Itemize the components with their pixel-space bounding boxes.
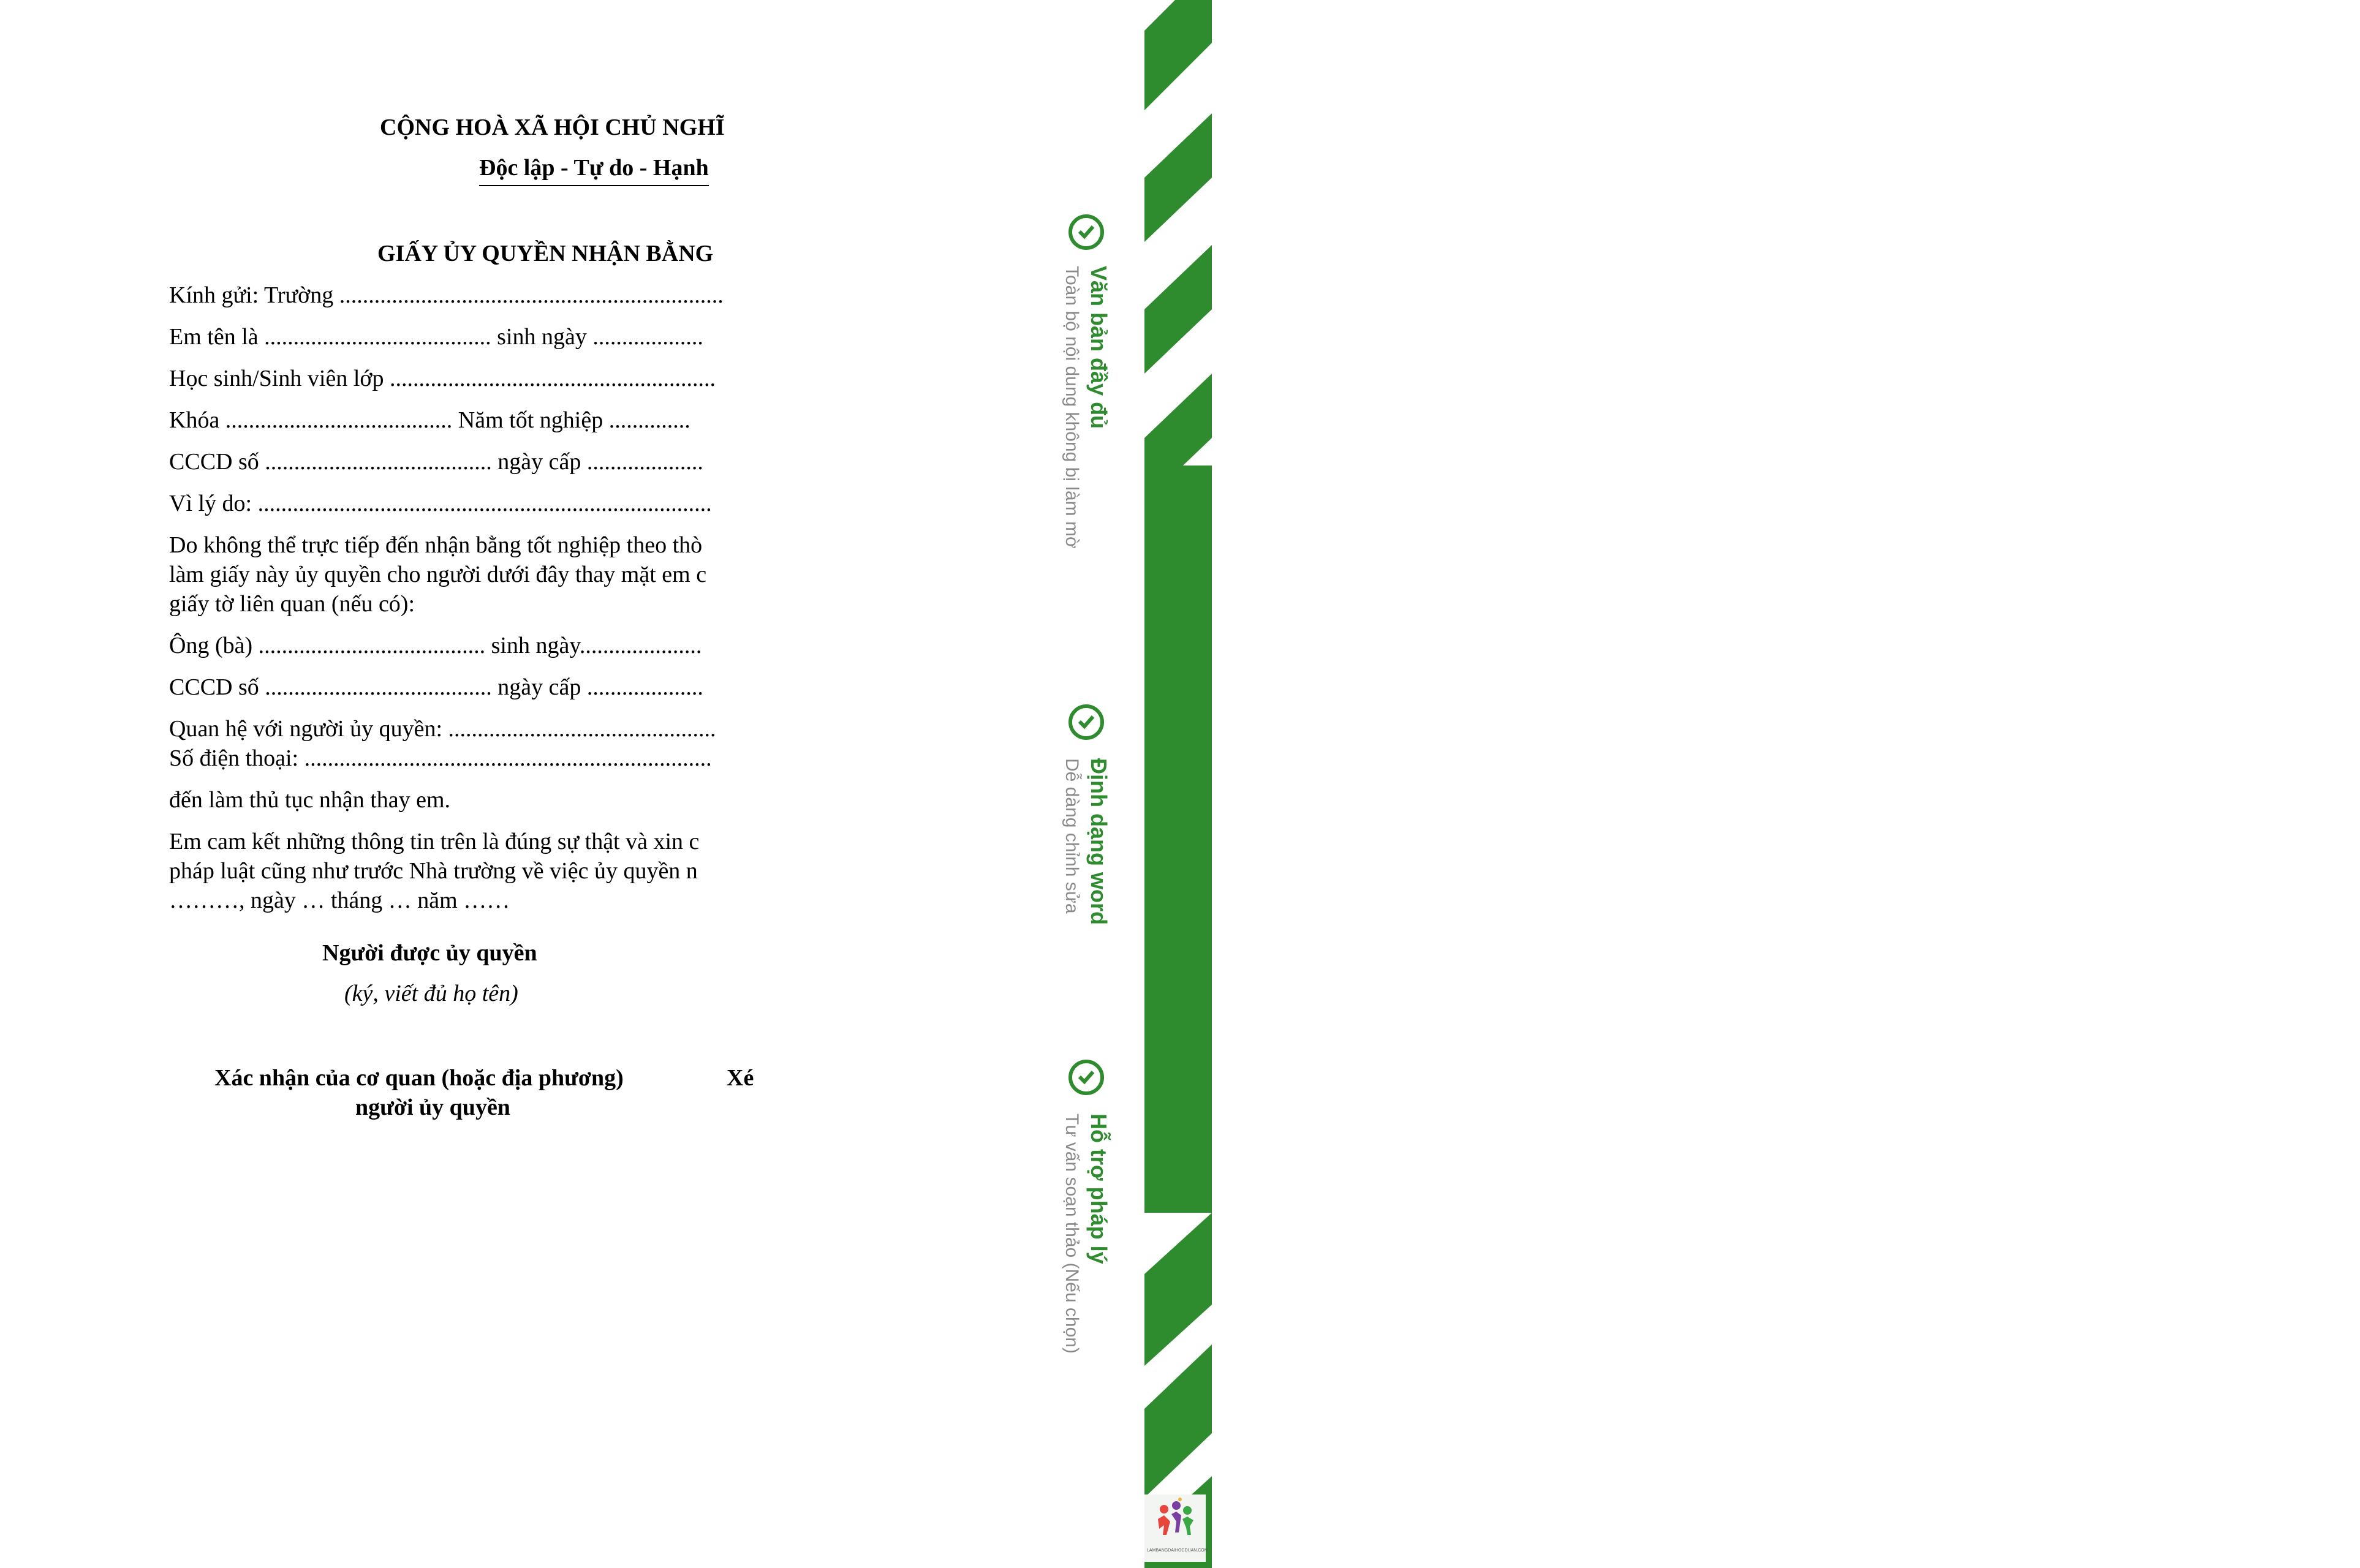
body-line: Do không thể trực tiếp đến nhận bằng tốt nghiệp theo thò <box>169 532 703 558</box>
proxy-name-line: Ông (bà) ....................................... sinh ngày..................... <box>169 633 702 658</box>
confirmation-right: Xé <box>727 1065 754 1091</box>
body-line: làm giấy này ủy quyền cho người dưới đây thay mặt em c <box>169 562 707 587</box>
feature-title: Hỗ trợ pháp lý <box>1086 1114 1111 1264</box>
feature-subtitle: Dễ dàng chỉnh sửa <box>1062 758 1082 914</box>
feature-title: Văn bản đầy đủ <box>1086 266 1111 429</box>
national-title: CỘNG HOÀ XÃ HỘI CHỦ NGHĨ <box>380 115 725 140</box>
name-line: Em tên là ....................................... sinh ngày ................... <box>169 324 703 350</box>
feature-subtitle: Toàn bộ nội dung không bị làm mờ <box>1062 266 1082 549</box>
signature-note: (ký, viết đủ họ tên) <box>344 981 518 1006</box>
reason-line: Vì lý do: .............................................................................. <box>169 491 712 516</box>
document-title: GIẤY ỦY QUYỀN NHẬN BẰNG <box>377 241 714 266</box>
site-logo <box>1144 1494 1206 1562</box>
date-line: ………, ngày … tháng … năm …… <box>169 888 510 913</box>
commitment-line: pháp luật cũng như trước Nhà trường về việc ủy quyền n <box>169 858 698 884</box>
feature-subtitle: Tư vấn soạn thảo (Nếu chọn) <box>1062 1114 1082 1354</box>
commitment-line: Em cam kết những thông tin trên là đúng sự thật và xin c <box>169 829 700 854</box>
check-circle-icon <box>1067 1058 1105 1096</box>
relation-line: Quan hệ với người ủy quyền: .............................................. <box>169 716 716 742</box>
body-line: giấy tờ liên quan (nếu có): <box>169 591 415 617</box>
logo-text: LAMBANGDAIHOCDUAN.COM <box>1147 1548 1208 1553</box>
document-page <box>0 0 760 1568</box>
feature-title: Định dạng word <box>1086 758 1111 925</box>
proxy-id-line: CCCD số ....................................... ngày cấp .................... <box>169 674 703 700</box>
course-line: Khóa ....................................... Năm tốt nghiệp .............. <box>169 407 690 433</box>
class-line: Học sinh/Sinh viên lớp ........................................................ <box>169 366 716 391</box>
confirmation-left: người ủy quyền <box>355 1095 510 1120</box>
check-circle-icon <box>1067 213 1105 251</box>
signature-role: Người được ủy quyền <box>322 940 537 966</box>
download-sidebar[interactable] <box>1035 0 2360 1568</box>
download-label[interactable]: Tải xuống và nhận ngay <box>2331 654 2360 948</box>
id-line: CCCD số ....................................... ngày cấp .................... <box>169 449 703 475</box>
phone-line: Số điện thoại: ...................................................................... <box>169 745 712 771</box>
motto: Độc lập - Tự do - Hạnh <box>479 154 709 186</box>
purpose-line: đến làm thủ tục nhận thay em. <box>169 787 451 813</box>
confirmation-left: Xác nhận của cơ quan (hoặc địa phương) <box>214 1065 624 1091</box>
check-circle-icon <box>1067 703 1105 741</box>
logo-figures-icon <box>1144 1494 1206 1547</box>
recipient-line: Kính gửi: Trường .................................................................. <box>169 282 724 308</box>
